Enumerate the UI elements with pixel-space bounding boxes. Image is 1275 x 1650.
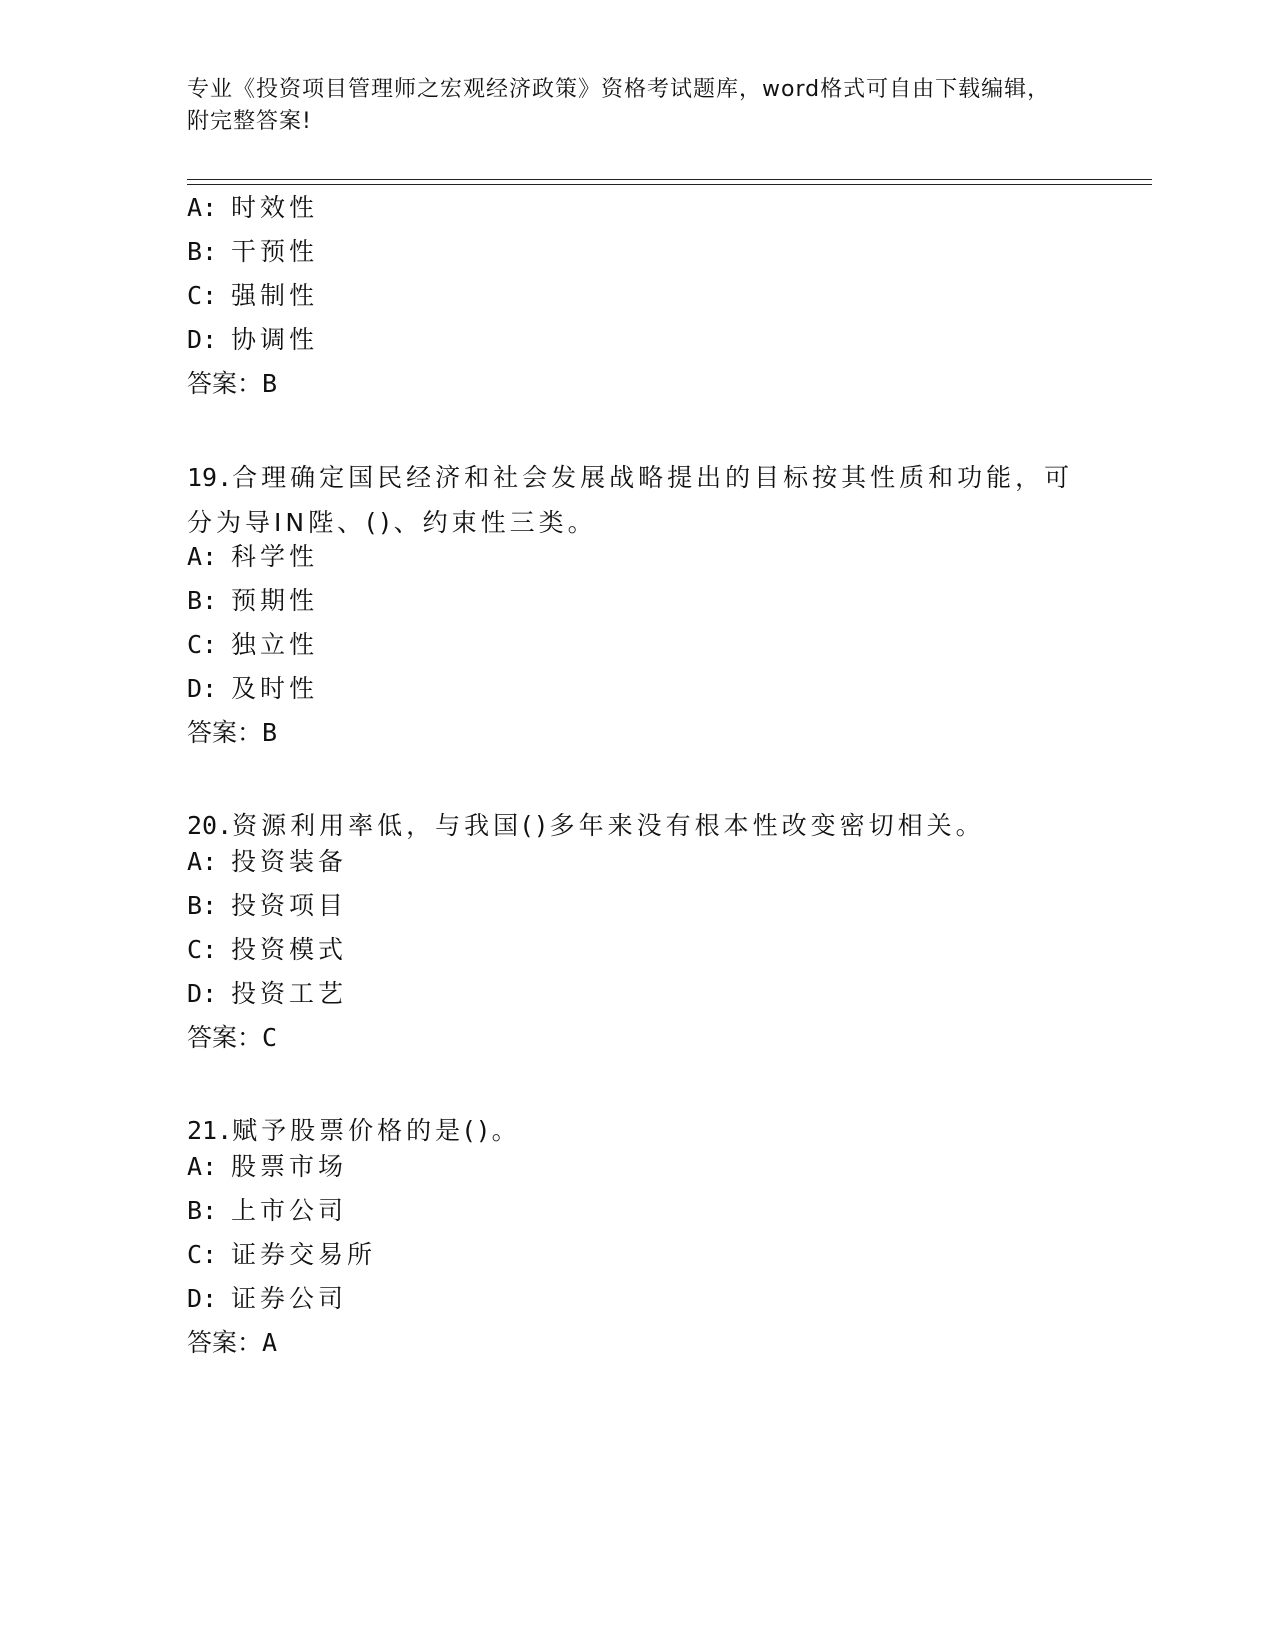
option-label: A: [187, 193, 218, 222]
q21-option-a [187, 1150, 347, 1184]
q20-option-d [187, 977, 347, 1011]
header-divider-bottom [187, 184, 1152, 185]
q21-option-c [187, 1238, 376, 1272]
q19-option-c [187, 628, 318, 662]
q21-option-d [187, 1282, 347, 1316]
option-text: 股票市场 [231, 1152, 348, 1181]
option-label: D: [187, 325, 218, 354]
option-label: A: [187, 1152, 218, 1181]
header-divider-top [187, 179, 1152, 180]
option-label: B: [187, 891, 218, 920]
option-text: 时效性 [231, 193, 319, 222]
q19-option-d [187, 672, 318, 706]
option-label: A: [187, 542, 218, 571]
q18-option-d [187, 323, 318, 357]
answer-key: C [262, 1023, 278, 1052]
option-text: 科学性 [231, 542, 319, 571]
option-label: B: [187, 237, 218, 266]
q19-option-a [187, 540, 318, 574]
option-text: 证券交易所 [231, 1240, 377, 1269]
option-text: 强制性 [231, 281, 319, 310]
option-text: 独立性 [231, 630, 319, 659]
q19-answer [187, 716, 277, 750]
option-text: 上市公司 [231, 1196, 348, 1225]
option-text: 干预性 [231, 237, 319, 266]
q19-option-b [187, 584, 318, 618]
option-text: 投资工艺 [231, 979, 348, 1008]
answer-key: A [262, 1328, 278, 1357]
option-label: C: [187, 281, 218, 310]
option-label: B: [187, 1196, 218, 1225]
q18-option-a [187, 191, 318, 225]
option-label: A: [187, 847, 218, 876]
q19-stem [187, 455, 1087, 545]
option-label: D: [187, 979, 218, 1008]
option-text: 预期性 [231, 586, 319, 615]
option-label: C: [187, 935, 218, 964]
q18-option-b [187, 235, 318, 269]
q21-answer [187, 1326, 277, 1360]
option-text: 投资项目 [231, 891, 348, 920]
q20-option-b [187, 889, 347, 923]
option-text: 证券公司 [231, 1284, 348, 1313]
option-label: D: [187, 674, 218, 703]
option-label: C: [187, 1240, 218, 1269]
question-text: 资源利用率低，与我国()多年来没有根本性改变密切相关。 [232, 811, 985, 840]
q18-answer [187, 367, 277, 401]
option-label: D: [187, 1284, 218, 1313]
question-text: 赋予股票价格的是()。 [232, 1116, 521, 1145]
answer-key: B [262, 369, 278, 398]
answer-label: 答案： [187, 369, 263, 398]
option-text: 投资装备 [231, 847, 348, 876]
answer-key: B [262, 718, 278, 747]
document-header [187, 74, 1067, 138]
q20-option-a [187, 845, 347, 879]
question-text: 合理确定国民经济和社会发展战略提出的目标按其性质和功能，可分为导IN陛、()、约束性三类。 [187, 463, 1074, 537]
q18-option-c [187, 279, 318, 313]
header-text: 专业《投资项目管理师之宏观经济政策》资格考试题库，word格式可自由下载编辑，附完整答案! [187, 77, 1051, 134]
answer-label: 答案： [187, 1023, 263, 1052]
question-number: 20. [187, 811, 233, 840]
option-text: 协调性 [231, 325, 319, 354]
option-text: 投资模式 [231, 935, 348, 964]
question-number: 19. [187, 463, 233, 492]
option-label: B: [187, 586, 218, 615]
q20-stem [187, 803, 1087, 848]
answer-label: 答案： [187, 718, 263, 747]
option-label: C: [187, 630, 218, 659]
answer-label: 答案： [187, 1328, 263, 1357]
option-text: 及时性 [231, 674, 319, 703]
q21-stem [187, 1108, 1087, 1153]
q21-option-b [187, 1194, 347, 1228]
question-number: 21. [187, 1116, 233, 1145]
q20-answer [187, 1021, 277, 1055]
q20-option-c [187, 933, 347, 967]
